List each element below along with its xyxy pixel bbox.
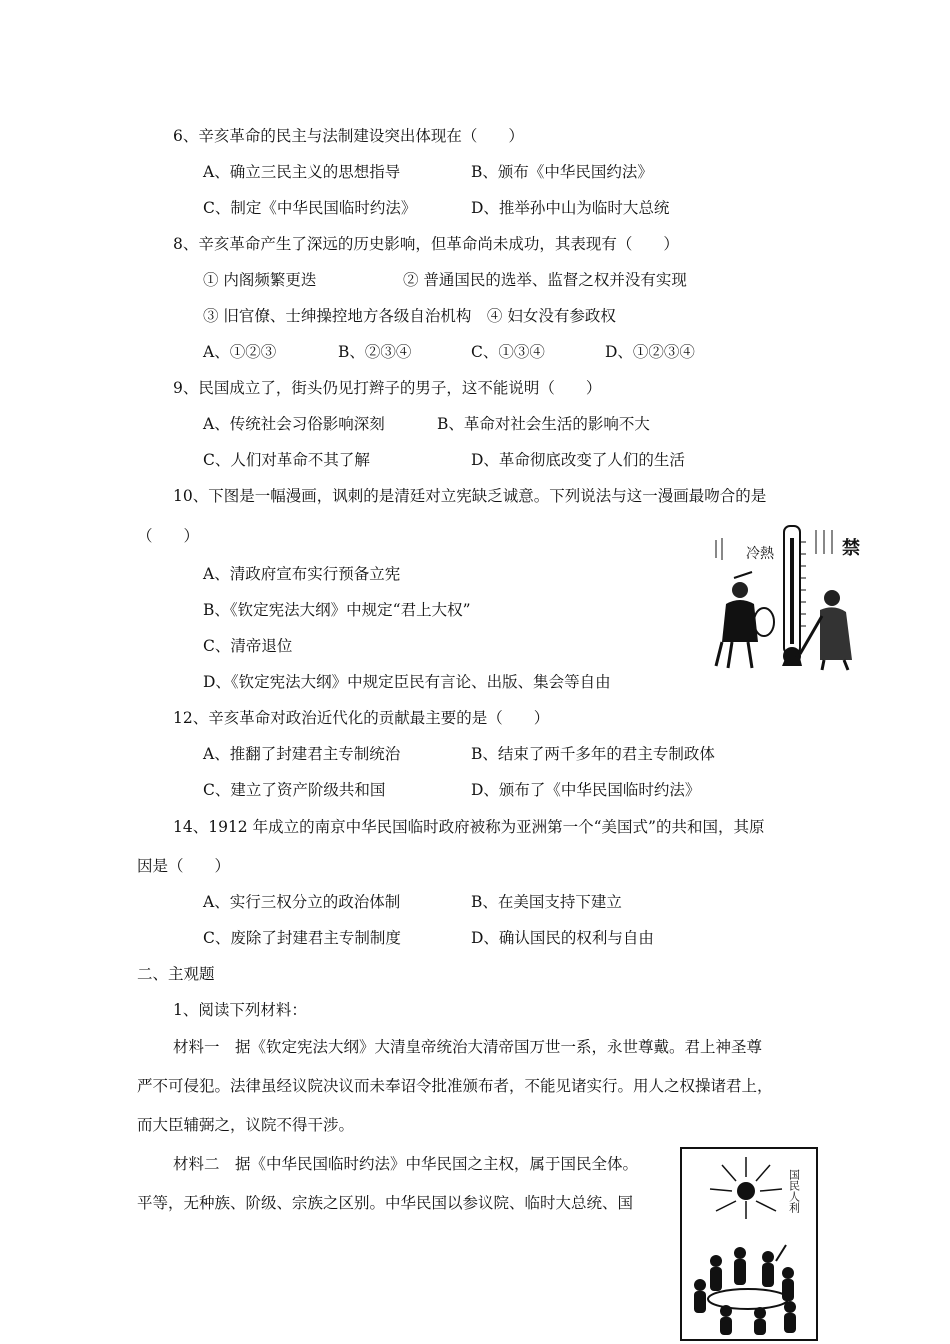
q10-option-d: D、《钦定宪法大纲》中规定臣民有言论、出版、集会等自由 [203,673,611,691]
q12-option-a: A、推翻了封建君主专制统治 [203,745,401,763]
q12-option-d: D、颁布了《中华民国临时约法》 [471,781,701,799]
q8-item-1: ① 内阁频繁更迭 [203,271,317,289]
q10-option-b: B、《钦定宪法大纲》中规定“君上大权” [203,601,471,619]
q8-item-3-4: ③ 旧官僚、士绅操控地方各级自治机构 ④ 妇女没有参政权 [203,307,616,325]
cartoon2-label: 国民人利 [787,1169,801,1213]
material-2-line-2: 平等，无种族、阶级、宗族之区别。中华民国以参议院、临时大总统、国 [137,1194,634,1212]
q14-option-b: B、在美国支持下建立 [471,893,622,911]
citizens-cartoon [680,1147,818,1341]
q8-option-a: A、①②③ [203,343,277,361]
thermometer-cartoon [712,518,868,672]
q14-stem-line-2: 因是（ ） [137,857,231,875]
q10-answer-paren: （ ） [137,527,200,545]
material-2-line-1: 材料二 据《中华民国临时约法》中华民国之主权，属于国民全体。 [173,1155,639,1173]
thermometer-cartoon-drawing [712,518,868,672]
q8-item-2: ② 普通国民的选举、监督之权并没有实现 [403,271,687,289]
q10-option-c: C、清帝退位 [203,637,293,655]
cartoon1-label-left: 冷熱 [746,546,774,562]
q9-option-d: D、革命彻底改变了人们的生活 [471,451,685,469]
q14-option-d: D、确认国民的权利与自由 [471,929,654,947]
q14-option-a: A、实行三权分立的政治体制 [203,893,401,911]
q8-stem: 8、辛亥革命产生了深远的历史影响，但革命尚未成功，其表现有（ ） [173,235,679,253]
q6-option-c: C、制定《中华民国临时约法》 [203,199,417,217]
material-1-line-2: 严不可侵犯。法律虽经议院决议而未奉诏令批准颁布者，不能见诸实行。用人之权操诸君上， [137,1077,773,1095]
q10-option-a: A、清政府宣布实行预备立宪 [203,565,401,583]
material-1-line-3: 而大臣辅弼之，议院不得干涉。 [137,1116,355,1134]
q9-option-c: C、人们对革命不其了解 [203,451,370,469]
q8-option-c: C、①③④ [471,343,545,361]
subjective-question-1: 1、阅读下列材料： [173,1001,307,1019]
q12-option-b: B、结束了两千多年的君主专制政体 [471,745,715,763]
q9-option-a: A、传统社会习俗影响深刻 [203,415,385,433]
q6-option-d: D、推举孙中山为临时大总统 [471,199,670,217]
q9-option-b: B、革命对社会生活的影响不大 [437,415,650,433]
q6-option-a: A、确立三民主义的思想指导 [203,163,401,181]
q9-stem: 9、民国成立了，街头仍见打辫子的男子，这不能说明（ ） [173,379,602,397]
section-heading: 二、主观题 [137,965,215,983]
q6-option-b: B、颁布《中华民国约法》 [471,163,653,181]
q8-option-d: D、①②③④ [605,343,695,361]
q6-stem: 6、辛亥革命的民主与法制建设突出体现在（ ） [173,127,524,145]
q14-option-c: C、废除了封建君主专制制度 [203,929,401,947]
q8-option-b: B、②③④ [338,343,412,361]
q12-stem: 12、辛亥革命对政治近代化的贡献最主要的是（ ） [173,709,550,727]
q12-option-c: C、建立了资产阶级共和国 [203,781,386,799]
cartoon1-label-right: 禁 [842,538,860,559]
material-1-line-1: 材料一 据《钦定宪法大纲》大清皇帝统治大清帝国万世一系，永世尊戴。君上神圣尊 [173,1038,763,1056]
citizens-cartoon-drawing [682,1149,816,1339]
q10-stem: 10、下图是一幅漫画，讽刺的是清廷对立宪缺乏诚意。下列说法与这一漫画最吻合的是 [173,487,767,505]
q14-stem-line-1: 14、1912 年成立的南京中华民国临时政府被称为亚洲第一个“美国式”的共和国，其原 [173,818,765,836]
